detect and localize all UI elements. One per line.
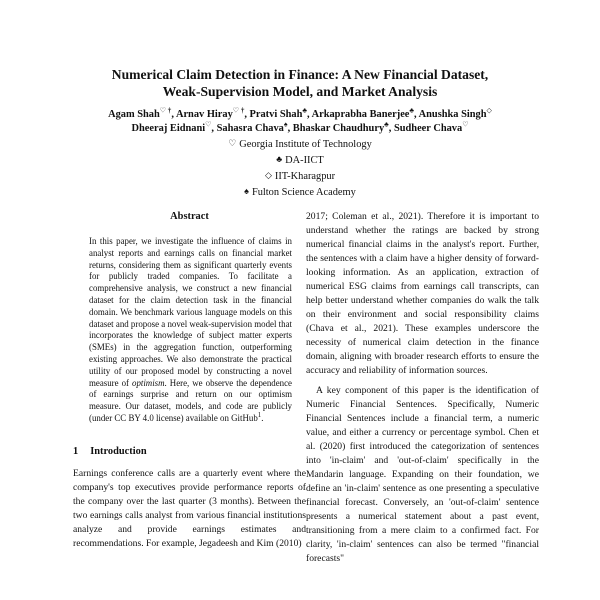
- paper-title: [60, 66, 540, 100]
- affiliation: [60, 136, 540, 152]
- affiliation-mark: ♣: [276, 154, 283, 164]
- author-mark: ♣: [302, 106, 307, 115]
- author-name: Arnav Hiray: [175, 109, 233, 120]
- body-paragraph: A key component of this paper is the identification of Numeric Financial Sentences. Specifically, Numeric Financial Sentences include a financial term, a numeric value, and either a currency or percentage symbol. Chen et al. (2020) first introduced the categorization of sentences into 'in-claim' and 'out-of-claim' specifically in the Mandarin language. Expanding on their foundation, we define an 'in-claim' sentence as one presenting a speculative financial forecast. Conversely, an 'out-of-claim' sentence presents a numerical statement about a past event, transitioning from a mere claim to a confirmed fact. For clarity, 'in-claim' sentences can also be termed "financial forecasts": [306, 385, 539, 564]
- author-name: Sahasra Chava: [216, 123, 284, 134]
- abstract-text: [89, 236, 292, 425]
- author-mark: ♡ †: [159, 106, 172, 115]
- author-name: Anushka Singh: [418, 109, 487, 120]
- affiliation-mark: ♡: [228, 138, 237, 148]
- author-mark: ♡: [205, 120, 212, 129]
- paper-header: [60, 66, 540, 200]
- author-name: Dheeraj Eidnani: [131, 123, 206, 134]
- abstract-emphasis: optimism: [132, 377, 165, 388]
- author-mark: ♡ †: [232, 106, 245, 115]
- right-column: [306, 210, 539, 566]
- author-mark: ♣: [384, 120, 389, 129]
- author-name: Pratvi Shah: [249, 109, 303, 120]
- abstract-heading: Abstract: [170, 211, 209, 222]
- author-mark: ◇: [486, 106, 492, 115]
- abstract-body: In this paper, we investigate the influence of claims in analyst reports and earnings calls on financial market returns, considering them as significant quarterly events for publicly traded companies. To facilitate a comprehensive analysis, we construct a new financial dataset for the claim detection task in the financial domain. We benchmark various language models on this dataset and propose a novel weak-supervision model that incorporates the knowledge of subject matter experts (SMEs) in the aggregation function, outperforming existing approaches. We also demonstrate the practical utility of our proposed model by constructing a novel measure of: [89, 236, 292, 388]
- abstract-body-cont: . Here, we observe the dependence of earnings surprise and return on our optimism measure. Our dataset, models, and code are publicly (under CC BY 4.0 license) available on GitHub: [89, 377, 292, 423]
- affiliation-name: Georgia Institute of Technology: [239, 139, 372, 150]
- affiliation: [60, 184, 540, 200]
- affiliation-name: Fulton Science Academy: [251, 187, 356, 198]
- affiliation-mark: ◇: [264, 170, 272, 180]
- author-mark: ♠: [283, 120, 288, 129]
- affiliation-name: IIT-Kharagpur: [274, 171, 336, 182]
- affiliation: [60, 152, 540, 168]
- author-name: Agam Shah: [108, 109, 160, 120]
- author-mark: ♣: [409, 106, 415, 115]
- left-column: [73, 210, 306, 551]
- section-heading-introduction: [73, 445, 306, 459]
- author-list: Agam Shah♡ †, Arnav Hiray♡ †, Pratvi Shah♣, Arkaprabha Banerjee♣, Anushka Singh◇ Dheeraj Eidnani♡, Sahasra Chava♠, Bhaskar Chaudhury♣, Sudheer Chava♡: [108, 106, 492, 134]
- author-name: Sudheer Chava: [393, 123, 463, 134]
- abstract-end: .: [261, 412, 264, 423]
- section-title: Introduction: [90, 445, 147, 457]
- affiliation: [60, 168, 540, 184]
- affiliation-name: DA-IICT: [285, 155, 324, 166]
- title-line-2: Weak-Supervision Model, and Market Analysis: [162, 84, 438, 99]
- section-number: 1: [73, 445, 79, 457]
- body-paragraph: 2017; Coleman et al., 2021). Therefore it is important to understand whether the ratings are backed by strong numerical financial claims in the analyst's report. Further, the sentences with a claim have a higher density of forward-looking information. As an application, extraction of numerical ESG claims from earnings call transcripts, can help better understand whether companies do walk the talk on their environment and social responsibility claims (Chava et al., 2021). These examples underscore the necessity of numerical claim detection in the finance domain, aligning with broader research efforts to ensure the accuracy and reliability of information sources.: [306, 211, 539, 376]
- title-line-1: Numerical Claim Detection in Finance: A New Financial Dataset,: [111, 67, 489, 82]
- intro-paragraph: Earnings conference calls are a quarterly event where the company's top executives provide performance reports of the company over the last quarter (3 months). Between the two earnings calls analyst from various financial institutions analyze and provide earnings estimates and recommendations. For example, Jegadeesh and Kim (2010): [73, 467, 306, 549]
- author-name: Arkaprabha Banerjee: [311, 109, 410, 120]
- affiliation-list: [60, 136, 540, 200]
- affiliation-mark: ♠: [244, 186, 249, 196]
- footnote-mark: 1: [257, 410, 262, 419]
- author-name: Bhaskar Chaudhury: [292, 123, 385, 134]
- author-mark: ♡: [462, 120, 469, 129]
